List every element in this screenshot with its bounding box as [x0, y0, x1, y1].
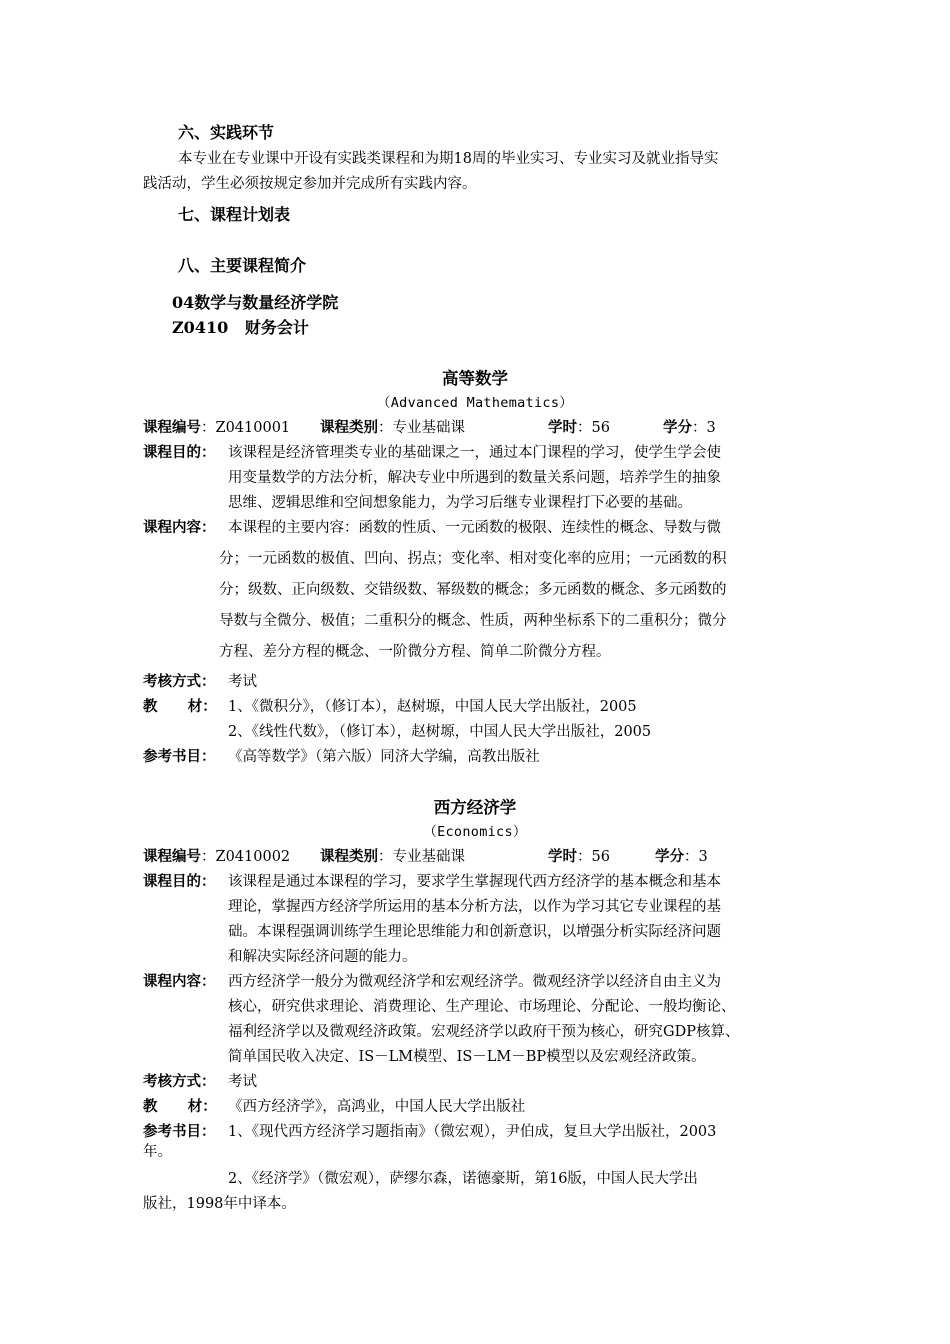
course2-goal-line: 该课程是通过本课程的学习，要求学生掌握现代西方经济学的基本概念和基本 [228, 874, 721, 890]
section-7-title: 七、课程计划表 [178, 205, 291, 224]
course2-goal-line: 和解决实际经济问题的能力。 [228, 949, 417, 965]
course2-type-row [320, 845, 465, 866]
course1-hours-row [548, 416, 610, 437]
course1-exam: 考试 [228, 674, 257, 690]
course1-code-label: 课程编号 [143, 419, 201, 436]
course2-exam-label: 考核方式： [143, 1073, 216, 1090]
course1-goal-line: 该课程是经济管理类专业的基础课之一，通过本门课程的学习，使学生学会使 [228, 445, 721, 461]
section-6-body-line2: 践活动，学生必须按规定参加并完成所有实践内容。 [143, 176, 477, 192]
course2-ref-line: 版社，1998年中译本。 [143, 1196, 296, 1212]
course1-credit-row [663, 416, 716, 437]
course1-credit-label: 学分 [663, 419, 692, 436]
course2-content-line: 福利经济学以及微观经济政策。宏观经济学以政府干预为核心，研究GDP核算、 [228, 1024, 740, 1040]
course1-textbook-line: 1、《微积分》，（修订本），赵树塬，中国人民大学出版社，2005 [228, 699, 637, 715]
course2-hours-label: 学时 [548, 848, 577, 865]
course1-subtitle: （Advanced Mathematics） [376, 395, 574, 411]
course2-goal-line: 础。本课程强调训练学生理论思维能力和创新意识，以增强分析实际经济问题 [228, 924, 721, 940]
course2-content-line: 核心，研究供求理论、消费理论、生产理论、市场理论、分配论、一般均衡论、 [228, 999, 736, 1015]
course1-title: 高等数学 [442, 369, 508, 388]
course1-textbook-label: 教 材： [143, 698, 217, 715]
course2-code: ：Z0410002 [201, 849, 291, 865]
course1-goal-label: 课程目的： [143, 444, 216, 461]
course1-hours-label: 学时 [548, 419, 577, 436]
course1-code: ：Z0410001 [201, 420, 291, 436]
course1-goal-line: 思维、逻辑思维和空间想象能力，为学习后继专业课程打下必要的基础。 [228, 495, 692, 511]
course2-credit: ：3 [684, 849, 708, 865]
course2-ref-label: 参考书目： [143, 1123, 216, 1140]
course2-textbook: 《西方经济学》，高鸿业，中国人民大学出版社 [228, 1099, 526, 1115]
course1-type: ：专业基础课 [378, 420, 465, 436]
course2-content-line: 西方经济学一般分为微观经济学和宏观经济学。微观经济学以经济自由主义为 [228, 974, 721, 990]
course2-hours: ：56 [577, 849, 610, 865]
course2-textbook-label: 教 材： [143, 1098, 217, 1115]
course1-credit: ：3 [692, 420, 716, 436]
course2-subtitle: （Economics） [423, 824, 527, 840]
course1-content-line: 导数与全微分、极值；二重积分的概念、性质，两种坐标系下的二重积分；微分 [219, 613, 727, 629]
course1-ref-label: 参考书目： [143, 748, 216, 765]
course1-exam-label: 考核方式： [143, 673, 216, 690]
section-6-body-line1: 本专业在专业课中开设有实践类课程和为期18周的毕业实习、专业实习及就业指导实 [178, 151, 719, 167]
school-name: 04数学与数量经济学院 [172, 293, 339, 312]
course2-exam: 考试 [228, 1074, 257, 1090]
course2-ref-line: 年。 [143, 1144, 172, 1160]
course1-code-row [143, 416, 290, 437]
course1-textbook-line: 2、《线性代数》，（修订本），赵树塬，中国人民大学出版社，2005 [228, 724, 652, 740]
course1-type-label: 课程类别 [320, 419, 378, 436]
course1-content-line: 本课程的主要内容：函数的性质、一元函数的极限、连续性的概念、导数与微 [228, 520, 721, 536]
course1-content-line: 分；一元函数的极值、凹向、拐点；变化率、相对变化率的应用；一元函数的积 [219, 551, 727, 567]
course2-content-label: 课程内容： [143, 973, 216, 990]
course2-ref-line: 1、《现代西方经济学习题指南》（微宏观），尹伯成，复旦大学出版社，2003 [228, 1124, 717, 1140]
section-6-title: 六、实践环节 [178, 123, 275, 142]
course1-content-line: 分；级数、正向级数、交错级数、幂级数的概念；多元函数的概念、多元函数的 [219, 582, 727, 598]
course2-goal-label: 课程目的： [143, 873, 216, 890]
course1-goal-line: 用变量数学的方法分析，解决专业中所遇到的数量关系问题，培养学生的抽象 [228, 470, 721, 486]
course2-content-line: 简单国民收入决定、IS－LM模型、IS－LM－BP模型以及宏观经济政策。 [228, 1049, 706, 1065]
course1-hours: ：56 [577, 420, 610, 436]
course1-type-row [320, 416, 465, 437]
course1-content-line: 方程、差分方程的概念、一阶微分方程、简单二阶微分方程。 [219, 644, 611, 660]
major-name: Z0410 财务会计 [172, 318, 309, 337]
course2-type-label: 课程类别 [320, 848, 378, 865]
course2-title: 西方经济学 [433, 798, 517, 817]
course2-hours-row [548, 845, 610, 866]
course2-code-label: 课程编号 [143, 848, 201, 865]
course1-ref: 《高等数学》（第六版）同济大学编，高教出版社 [228, 749, 540, 765]
course2-credit-row [655, 845, 708, 866]
course1-content-label: 课程内容： [143, 519, 216, 536]
course2-type: ：专业基础课 [378, 849, 465, 865]
section-8-title: 八、主要课程简介 [178, 256, 307, 275]
course2-ref-line: 2、《经济学》（微宏观），萨缪尔森，诺德豪斯，第16版，中国人民大学出 [228, 1171, 698, 1187]
course2-goal-line: 理论，掌握西方经济学所运用的基本分析方法，以作为学习其它专业课程的基 [228, 899, 721, 915]
course2-credit-label: 学分 [655, 848, 684, 865]
course2-code-row [143, 845, 290, 866]
